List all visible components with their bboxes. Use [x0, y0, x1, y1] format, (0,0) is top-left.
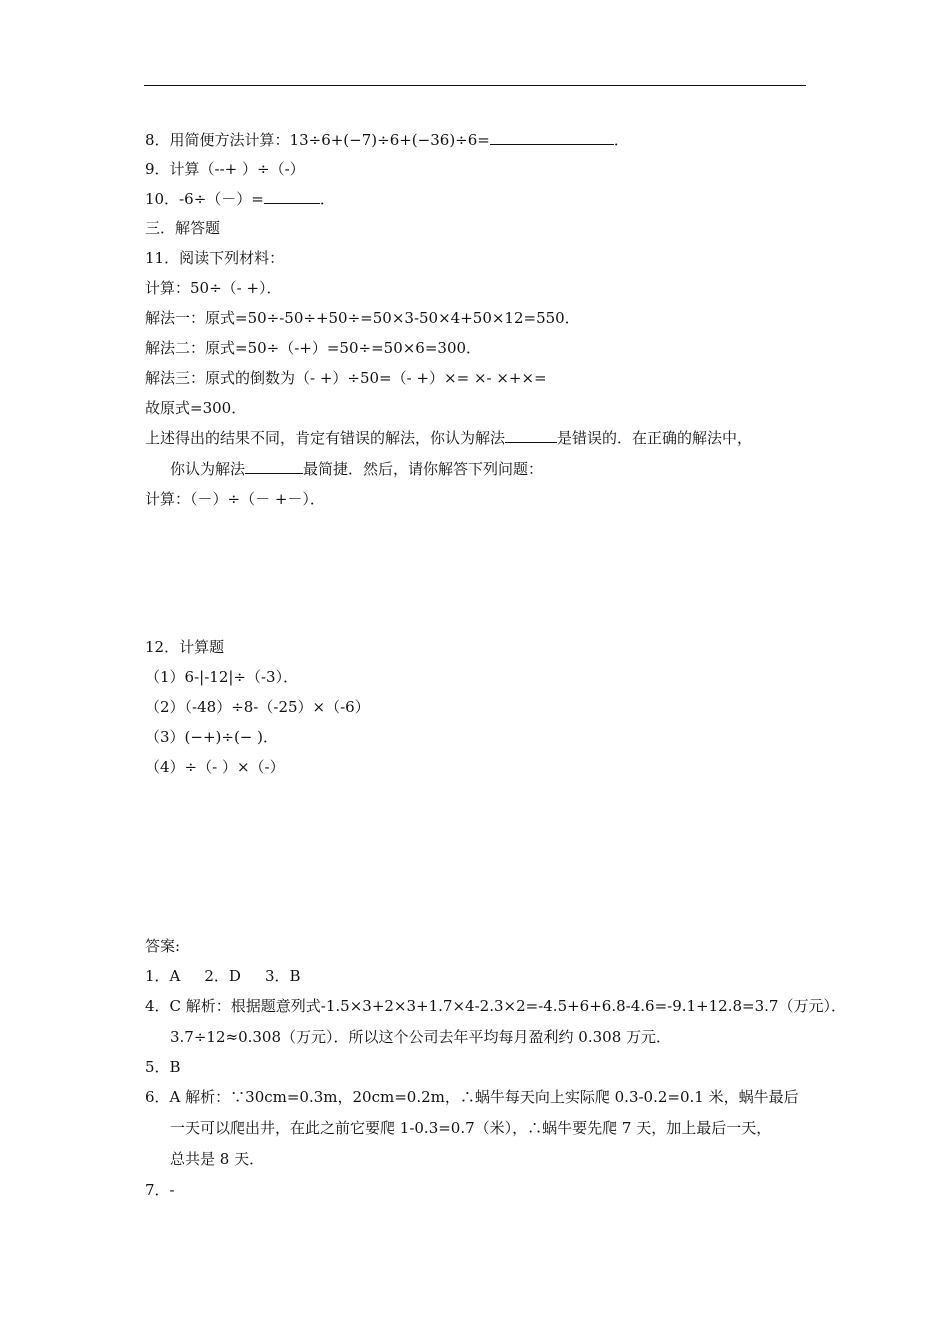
question-12-title: 12．计算题 — [145, 638, 225, 656]
question-12-item-4: （4）÷（- ）×（-） — [145, 758, 285, 776]
solution-method-3: 解法三：原式的倒数为（- +）÷50=（- +）×= ×- ×+×= — [145, 369, 547, 387]
prompt-part-4: 最简捷．然后，请你解答下列问题： — [303, 460, 544, 478]
question-11-prompt-line-1 — [145, 428, 752, 448]
question-8 — [145, 130, 629, 150]
answer-6-line-2: 一天可以爬出井，在此之前它要爬 1-0.3=0.7（米），∴蜗牛要先爬 7 天，加上最后一天， — [170, 1119, 772, 1137]
prompt-part-2: 是错误的．在正确的解法中， — [557, 429, 753, 447]
answers-1-3 — [145, 966, 301, 986]
question-10 — [145, 189, 335, 209]
question-12-item-3: （3）(−+)÷(− )． — [145, 728, 278, 746]
answer-3: 3．B — [264, 967, 301, 985]
question-10-end: ． — [319, 190, 335, 208]
answer-4-line-2: 3.7÷12≈0.308（万元）．所以这个公司去年平均每月盈利约 0.308 万元． — [170, 1028, 672, 1046]
question-9: 9．计算（--+ ）÷（-） — [145, 160, 305, 178]
answer-7: 7．- — [145, 1181, 175, 1199]
answer-6-line-1: 6．A 解析：∵30cm=0.3m，20cm=0.2m，∴蜗牛每天向上实际爬 0.3-0.2=0.1 米，蜗牛最后 — [145, 1088, 799, 1106]
answer-blank-simplest-method[interactable] — [245, 459, 303, 474]
question-8-text: 8．用简便方法计算：13÷6+(−7)÷6+(−36)÷6= — [145, 131, 490, 149]
solution-method-2: 解法二：原式=50÷（-+）=50÷=50×6=300． — [145, 339, 482, 357]
answer-blank-8[interactable] — [490, 130, 614, 145]
answers-label: 答案: — [145, 937, 181, 955]
header-rule — [144, 85, 806, 86]
answer-5: 5．B — [145, 1058, 181, 1076]
question-11-prompt-line-2 — [170, 459, 543, 479]
answer-blank-wrong-method[interactable] — [505, 428, 557, 443]
answer-4-line-1: 4．C 解析：根据题意列式-1.5×3+2×3+1.7×4-2.3×2=-4.5+6+6.8-4.6=-9.1+12.8=3.7（万元）． — [145, 997, 846, 1015]
answer-1: 1．A — [145, 967, 181, 985]
solution-conclusion: 故原式=300． — [145, 399, 247, 417]
answer-6-line-3: 总共是 8 天． — [170, 1150, 265, 1168]
section-3-heading: 三．解答题 — [145, 219, 221, 237]
solution-method-1: 解法一：原式=50÷-50÷+50÷=50×3-50×4+50×12=550． — [145, 309, 580, 327]
question-12-item-1: （1）6-|-12|÷（-3）． — [145, 668, 299, 686]
prompt-part-3: 你认为解法 — [170, 460, 246, 478]
answer-blank-10[interactable] — [264, 189, 320, 204]
question-10-text: 10．-6÷（－）= — [145, 190, 264, 208]
question-11-calc: 计算：50÷（- +）． — [145, 279, 282, 297]
question-11-task: 计算：（－）÷（－ +－）． — [145, 490, 325, 508]
question-12-item-2: （2）（-48）÷8-（-25）×（-6） — [145, 698, 370, 716]
question-8-end: ． — [613, 131, 629, 149]
prompt-part-1: 上述得出的结果不同，肯定有错误的解法，你认为解法 — [145, 429, 506, 447]
question-11-intro: 11．阅读下列材料： — [145, 249, 285, 267]
answer-2: 2．D — [204, 967, 241, 985]
